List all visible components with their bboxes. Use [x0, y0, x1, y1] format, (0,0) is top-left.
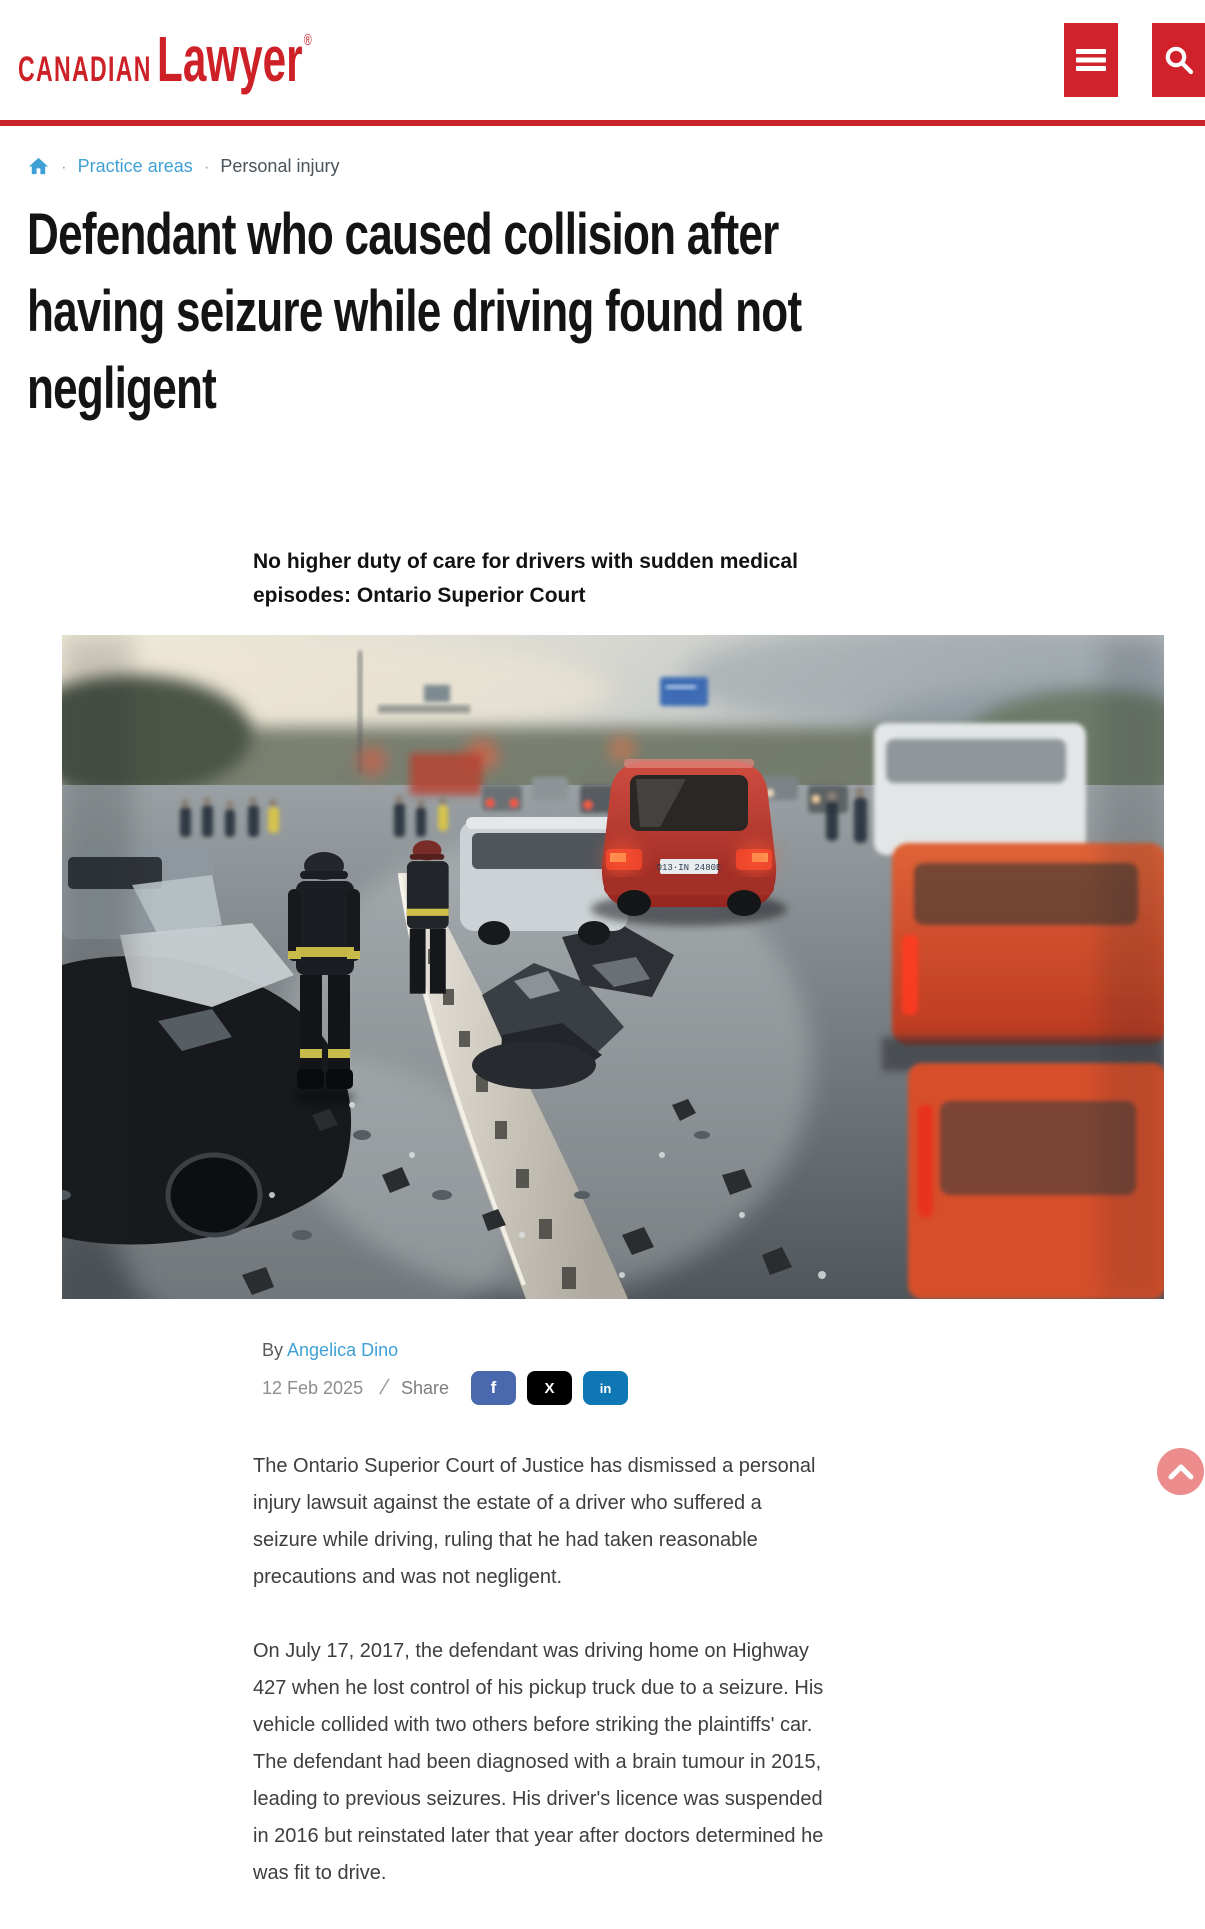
logo-word-canadian: CANADIAN [18, 50, 152, 89]
x-twitter-icon: X [544, 1379, 555, 1397]
breadcrumb-personal-injury: Personal injury [220, 156, 340, 176]
meta-separator: / [377, 1376, 391, 1399]
menu-button[interactable] [1064, 23, 1118, 97]
article-subtitle [253, 545, 853, 613]
share-linkedin-button[interactable] [583, 1371, 628, 1405]
article-hero-image [62, 635, 1164, 1299]
registered-mark: ® [303, 32, 312, 49]
search-button[interactable] [1152, 23, 1205, 97]
site-header [0, 0, 1205, 120]
breadcrumb-separator: · [61, 156, 67, 176]
logo-word-lawyer: Lawyer [157, 23, 303, 95]
title-line: having seizure while driving found not [27, 279, 802, 344]
breadcrumb [27, 155, 339, 178]
hamburger-icon [1074, 46, 1108, 74]
subtitle-line: episodes: Ontario Superior Court [253, 584, 586, 607]
facebook-icon: f [490, 1378, 497, 1397]
title-line: negligent [27, 356, 217, 421]
article-body [253, 1448, 831, 1929]
linkedin-icon: in [599, 1380, 612, 1396]
share-x-button[interactable] [527, 1371, 572, 1405]
byline-prefix: By [262, 1340, 284, 1360]
byline [262, 1340, 398, 1361]
search-icon [1163, 44, 1195, 76]
paragraph: The Ontario Superior Court of Justice has dismissed a personal injury lawsuit against the estate of a driver who suffered a seizure while driving, ruling that he had taken reasonable precautions and was not negligent. [253, 1455, 816, 1588]
share-facebook-button[interactable] [471, 1371, 516, 1405]
page-title [27, 196, 1187, 427]
chevron-up-icon [1168, 1463, 1194, 1481]
subtitle-line: No higher duty of care for drivers with sudden medical [253, 550, 798, 573]
breadcrumb-practice-areas[interactable]: Practice areas [77, 156, 193, 176]
scroll-to-top-button[interactable] [1157, 1448, 1204, 1495]
author-link[interactable]: Angelica Dino [287, 1340, 399, 1360]
header-divider [0, 120, 1205, 126]
home-icon[interactable] [27, 155, 50, 178]
breadcrumb-separator: · [203, 156, 210, 176]
paragraph: On July 17, 2017, the defendant was driving home on Highway 427 when he lost control of his pickup truck due to a seizure. His vehicle collided with two others before striking the plaintiffs' car. The defendant had been diagnosed with a brain tumour in 2015, leading to previous seizures. His driver's licence was suspended in 2016 but reinstated later that year after doctors determined he was fit to drive. [253, 1640, 824, 1884]
article-meta [262, 1371, 639, 1405]
publish-date: 12 Feb 2025 [262, 1377, 364, 1398]
license-plate: D13·IN 2480E [656, 863, 722, 873]
site-logo[interactable] [18, 22, 312, 98]
title-line: Defendant who caused collision after [27, 202, 779, 267]
share-label: Share [400, 1377, 449, 1398]
